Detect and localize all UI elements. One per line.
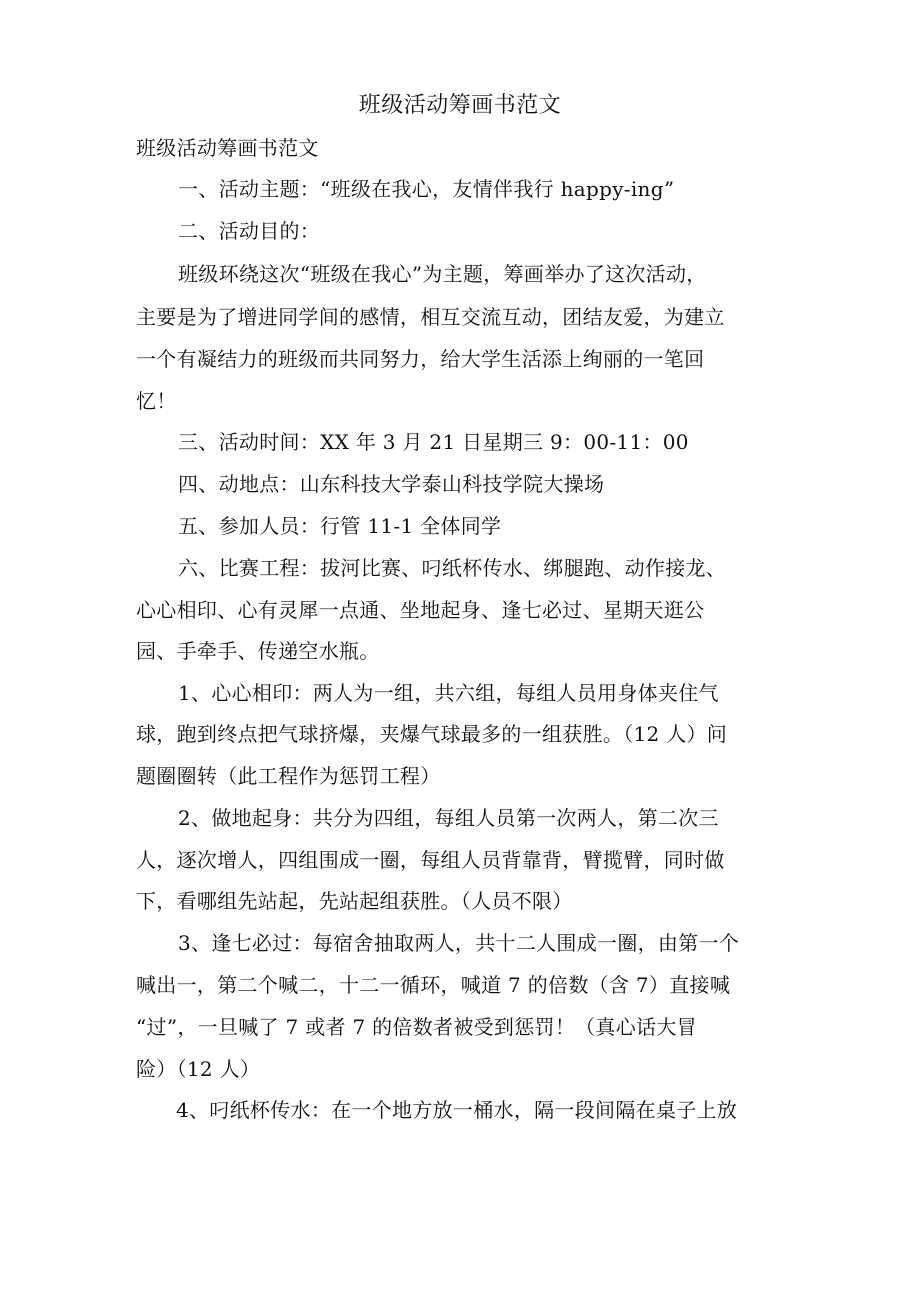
paragraph-line: 下，看哪组先站起，先站起组获胜。（人员不限） <box>136 889 573 913</box>
time-line: 三、活动时间：XX 年 3 月 21 日星期三 9：00-11：00 <box>178 430 689 454</box>
paragraph-line: 一个有凝结力的班级而共同努力，给大学生活添上绚丽的一笔回 <box>136 347 705 371</box>
paragraph-line: 题圈圈转（此工程作为惩罚工程） <box>136 764 441 788</box>
paragraph-line: 心心相印、心有灵犀一点通、坐地起身、逢七必过、星期天逛公 <box>136 598 705 622</box>
paragraph-line: 2、做地起身：共分为四组，每组人员第一次两人，第二次三 <box>178 806 719 830</box>
participants-line: 五、参加人员：行管 11-1 全体同学 <box>178 514 502 538</box>
location-line: 四、动地点：山东科技大学泰山科技学院大操场 <box>178 472 605 496</box>
paragraph-line: 3、逢七必过：每宿舍抽取两人，共十二人围成一圈，由第一个 <box>178 931 740 955</box>
theme-line: 一、活动主题：“班级在我心，友情伴我行 happy-ing” <box>178 177 675 201</box>
paragraph-line: 忆！ <box>136 389 177 413</box>
document-title: 班级活动筹画书范文 <box>358 93 562 118</box>
paragraph-line: 喊出一，第二个喊二，十二一循环，喊道 7 的倍数（含 7）直接喊 <box>136 973 731 997</box>
paragraph-line: 球，跑到终点把气球挤爆，夹爆气球最多的一组获胜。（12 人）问 <box>136 722 728 746</box>
paragraph-line: 1、心心相印：两人为一组，共六组，每组人员用身体夹住气 <box>178 681 719 705</box>
paragraph-line: 主要是为了增进同学间的感情，相互交流互动，团结友爱，为建立 <box>136 305 725 329</box>
paragraph-line: 险）（12 人） <box>136 1057 261 1081</box>
paragraph-line: 六、比赛工程：拔河比赛、叼纸杯传水、绑腿跑、动作接龙、 <box>178 556 727 580</box>
paragraph-line: 人，逐次增人，四组围成一圈，每组人员背靠背，臂揽臂，同时做 <box>136 848 725 872</box>
subtitle-line: 班级活动筹画书范文 <box>136 136 319 160</box>
purpose-heading: 二、活动目的： <box>178 219 321 243</box>
paragraph-line: 园、手牵手、传递空水瓶。 <box>136 639 380 663</box>
paragraph-line: 班级环绕这次“班级在我心”为主题，筹画举办了这次活动， <box>178 262 707 286</box>
paragraph-line: “过”，一旦喊了 7 或者 7 的倍数者被受到惩罚！（真心话大冒 <box>136 1015 697 1039</box>
paragraph-line: 4、叼纸杯传水：在一个地方放一桶水，隔一段间隔在桌子上放 <box>176 1098 738 1122</box>
